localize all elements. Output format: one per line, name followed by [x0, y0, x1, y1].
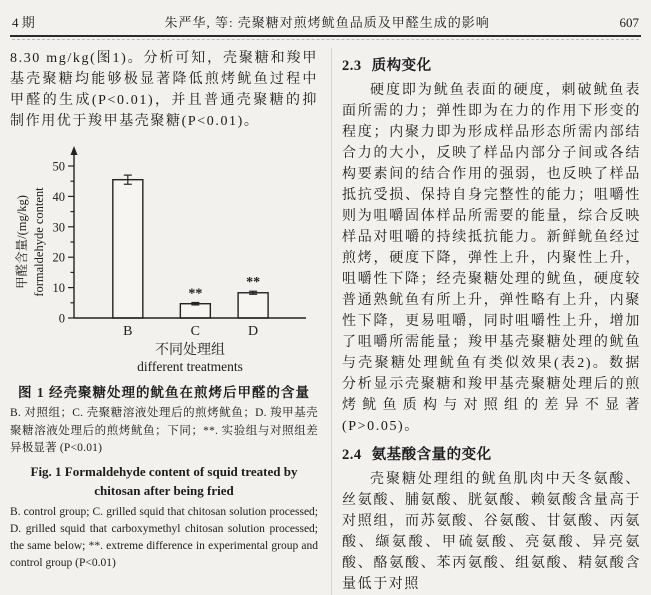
- section-2-3-number: 2.3: [342, 58, 362, 74]
- figure-1: [10, 136, 318, 379]
- y-tick-label: 0: [58, 311, 65, 326]
- section-2-4-number: 2.4: [342, 447, 362, 463]
- significance-marker: **: [246, 275, 261, 291]
- issue-label: 4 期: [12, 15, 35, 30]
- header-rule-artifact: [12, 37, 639, 40]
- y-axis-label-en: formaldehyde content: [32, 187, 46, 297]
- section-2-3-title: 质构变化: [371, 58, 432, 74]
- figure-note-en: B. control group; C. grilled squid that chitosan solution processed; D. grilled squid that carboxymethyl chitosan solution processed; the same below; **. extreme difference in experimental group and control group (P<0.01): [10, 505, 318, 569]
- x-tick-label: C: [190, 324, 201, 339]
- section-2-3-heading: [342, 54, 641, 75]
- figure-caption-en-line2: chitosan after being fried: [94, 482, 234, 498]
- y-tick-label: 50: [52, 159, 65, 174]
- two-column-layout: [10, 48, 641, 595]
- figure-caption-en: [10, 462, 318, 500]
- left-paragraph: 8.30 mg/kg(图1)。分析可知，壳聚糖和羧甲基壳聚糖均能够极显著降低煎烤鱿鱼过程中甲醛的生成(P<0.01)，并且普通壳聚糖的抑制作用优于羧甲基壳聚糖(P<0.01)。: [10, 51, 318, 129]
- left-column: [10, 48, 318, 595]
- bar-B: [113, 180, 143, 318]
- x-tick-label: B: [123, 324, 133, 339]
- section-2-4-title: 氨基酸含量的变化: [371, 447, 492, 463]
- section-2-4-paragraph: 壳聚糖处理组的鱿鱼肌肉中天冬氨酸、丝氨酸、脯氨酸、胱氨酸、赖氨酸含量高于对照组，而苏氨酸、谷氨酸、甘氨酸、丙氨酸、缬氨酸、甲硫氨酸、亮氨酸、异亮氨酸、酪氨酸、苯丙氨酸、组氨酸、精氨酸含量低于对照: [342, 472, 641, 592]
- section-2-4-heading: [342, 443, 641, 464]
- section-2-3-paragraph: 硬度即为鱿鱼表面的硬度，刺破鱿鱼表面所需的力；弹性即为在力的作用下形变的程度；内聚力即为形成样品形态所需内部结合力的大小，反映了样品内部分子间或各结构要素间的结合作用的强弱，也反映了样品抵抗受损、保持自身完整性的能力；咀嚼性则为咀嚼固体样品所需要的能量，综合反映样品对咀嚼的持续抵抗能力。新鲜鱿鱼经过煎烤，硬度下降，弹性上升，内聚性上升，咀嚼性下降；经壳聚糖处理的鱿鱼，硬度较普通熟鱿鱼有所上升，弹性略有上升，内聚性下降，更易咀嚼，同时咀嚼性上升，增加了咀嚼所需能量；羧甲基壳聚糖处理的鱿鱼与壳聚糖处理鱿鱼有类似效果(表2)。数据分析显示壳聚糖和羧甲基壳聚糖处理后的煎烤鱿鱼质构与对照组的差异不显著(P>0.05)。: [342, 83, 641, 434]
- running-title: 朱严华, 等: 壳聚糖对煎烤鱿鱼品质及甲醛生成的影响: [164, 15, 490, 30]
- right-column: [331, 48, 641, 595]
- page-header: [10, 0, 641, 37]
- figure-note-cn: B. 对照组；C. 壳聚糖溶液处理后的煎烤鱿鱼；D. 羧甲基壳聚糖溶液处理后的煎烤鱿鱼；下同；**. 实验组与对照组差异极显著 (P<0.01): [10, 407, 318, 454]
- x-tick-label: D: [248, 324, 259, 339]
- y-axis-arrow: [71, 146, 78, 155]
- y-axis-label-cn: 甲醛含量/(mg/kg): [15, 195, 29, 289]
- y-tick-label: 10: [52, 281, 65, 296]
- x-axis-label-en: different treatments: [137, 359, 243, 374]
- y-tick-label: 40: [52, 189, 65, 204]
- x-axis-label-cn: 不同处理组: [155, 343, 225, 358]
- bar-D: [238, 293, 268, 318]
- page-number: 607: [619, 15, 639, 30]
- y-tick-label: 30: [52, 220, 65, 235]
- figure-caption-en-line1: Fig. 1 Formaldehyde content of squid treated by: [30, 463, 298, 479]
- significance-marker: **: [188, 286, 203, 302]
- formaldehyde-bar-chart: [10, 136, 318, 374]
- y-tick-label: 20: [52, 250, 65, 265]
- figure-caption-cn: 图 1 经壳聚糖处理的鱿鱼在煎烤后甲醛的含量: [18, 385, 310, 400]
- bar-C: [180, 304, 210, 318]
